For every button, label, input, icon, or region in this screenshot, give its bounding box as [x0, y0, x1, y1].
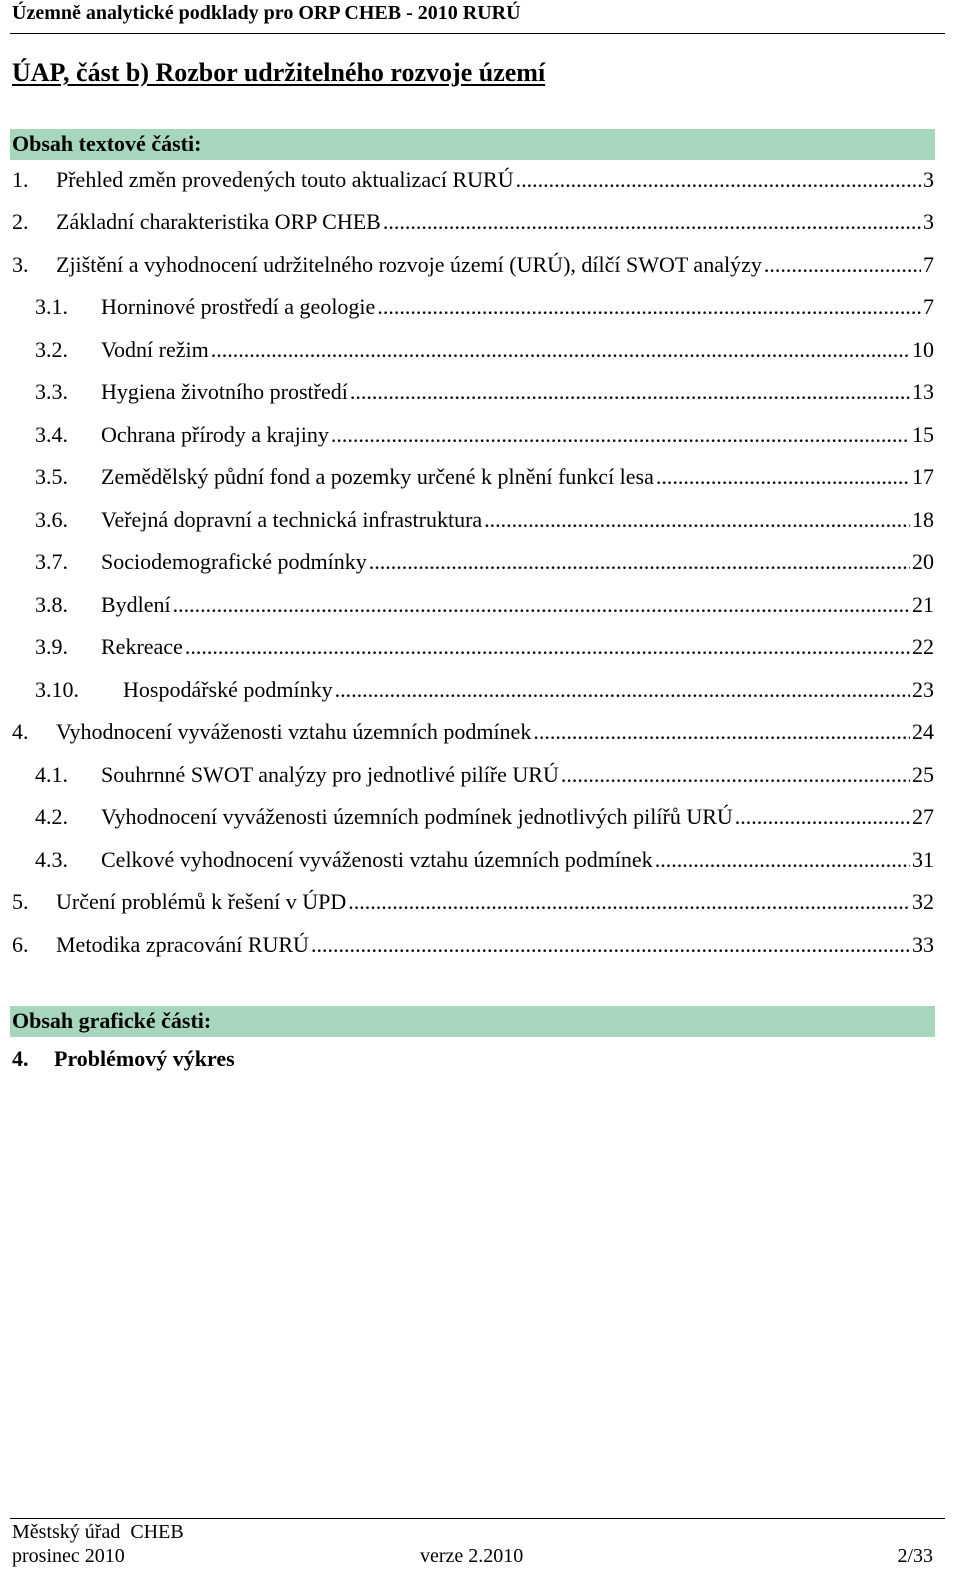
toc-entry[interactable] — [35, 294, 934, 334]
toc-entry[interactable] — [35, 634, 934, 674]
toc-entry-title: Základní charakteristika ORP CHEB — [56, 209, 381, 234]
toc-entry-number: 3.10. — [35, 677, 79, 702]
toc-entry-title: Přehled změn provedených touto aktualizací RURÚ — [56, 167, 514, 192]
toc-entry-number: 4.2. — [35, 804, 68, 829]
toc-entry[interactable] — [12, 167, 934, 207]
toc-entry-title: Hygiena životního prostředí — [101, 379, 348, 404]
toc-entry[interactable] — [12, 889, 934, 929]
toc-entry-title: Určení problémů k řešení v ÚPD — [56, 889, 347, 914]
toc-entry-title: Vyhodnocení vyváženosti územních podmínek jednotlivých pilířů URÚ — [101, 804, 733, 829]
toc-entry[interactable] — [12, 209, 934, 249]
toc-entry-number: 3.3. — [35, 379, 68, 404]
toc-entry-page: 24 — [912, 719, 934, 744]
document-title: ÚAP, část b) Rozbor udržitelného rozvoje území — [12, 58, 546, 87]
toc-entry-number: 1. — [12, 167, 29, 192]
toc-entry[interactable] — [35, 847, 934, 887]
toc-entry-page: 7 — [923, 252, 934, 277]
toc-entry-number: 5. — [12, 889, 29, 914]
toc-dot-leader — [516, 167, 921, 193]
text-contents-heading-bar — [10, 129, 935, 160]
toc-entry-title: Hospodářské podmínky — [123, 677, 333, 702]
toc-dot-leader — [484, 507, 910, 533]
header-divider — [10, 33, 945, 34]
toc-entry-page: 27 — [912, 804, 934, 829]
toc-entry[interactable] — [12, 719, 934, 759]
toc-entry[interactable] — [35, 762, 934, 802]
toc-entry[interactable] — [12, 252, 934, 292]
toc-entry-page: 17 — [912, 464, 934, 489]
toc-entry-title: Vodní režim — [101, 337, 209, 362]
running-header-title: Územně analytické podklady pro ORP CHEB - 2010 RURÚ — [12, 2, 521, 24]
toc-entry-page: 15 — [912, 422, 934, 447]
toc-entry-page: 10 — [912, 337, 934, 362]
toc-entry-page: 18 — [912, 507, 934, 532]
toc-dot-leader — [377, 294, 921, 320]
toc-dot-leader — [383, 209, 921, 235]
footer-divider — [10, 1518, 945, 1519]
toc-entry[interactable] — [35, 422, 934, 462]
toc-entry-page: 7 — [923, 294, 934, 319]
toc-entry[interactable] — [35, 549, 934, 589]
toc-entry-page: 3 — [923, 167, 934, 192]
toc-entry-page: 22 — [912, 634, 934, 659]
toc-entry-page: 31 — [912, 847, 934, 872]
toc-dot-leader — [211, 337, 910, 363]
toc-dot-leader — [561, 762, 910, 788]
toc-entry-number: 3.8. — [35, 592, 68, 617]
toc-entry-number: 4.3. — [35, 847, 68, 872]
toc-entry-page: 25 — [912, 762, 934, 787]
toc-entry-number: 3.6. — [35, 507, 68, 532]
toc-entry-page: 20 — [912, 549, 934, 574]
toc-entry-page: 23 — [912, 677, 934, 702]
graphic-contents-heading-bar — [10, 1006, 935, 1037]
toc-entry-page: 3 — [923, 209, 934, 234]
toc-dot-leader — [331, 422, 910, 448]
toc-entry-number: 3.2. — [35, 337, 68, 362]
graphic-contents-heading: Obsah grafické části: — [12, 1008, 212, 1033]
toc-entry-number: 3.7. — [35, 549, 68, 574]
toc-entry-title: Rekreace — [101, 634, 183, 659]
toc-entry-title: Metodika zpracování RURÚ — [56, 932, 309, 957]
toc-entry-page: 13 — [912, 379, 934, 404]
toc-dot-leader — [656, 464, 910, 490]
toc-entry[interactable] — [12, 932, 934, 972]
toc-entry-number: 3.5. — [35, 464, 68, 489]
toc-dot-leader — [735, 804, 910, 830]
toc-entry-page: 33 — [912, 932, 934, 957]
toc-dot-leader — [185, 634, 910, 660]
toc-entry-number: 3.4. — [35, 422, 68, 447]
toc-entry-title: Horninové prostředí a geologie — [101, 294, 376, 319]
footer-date: prosinec 2010 — [12, 1545, 125, 1567]
toc-entry-title: Veřejná dopravní a technická infrastruktura — [101, 507, 483, 532]
toc-dot-leader — [335, 677, 910, 703]
toc-entry-number: 2. — [12, 209, 29, 234]
toc-entry-title: Bydlení — [101, 592, 171, 617]
toc-dot-leader — [350, 379, 910, 405]
toc-entry-title: Zemědělský půdní fond a pozemky určené k plnění funkcí lesa — [101, 464, 654, 489]
toc-entry-number: 4.1. — [35, 762, 68, 787]
footer-version: verze 2.2010 — [420, 1545, 524, 1567]
footer-page-number: 2/33 — [897, 1545, 933, 1567]
graphic-entry-title: Problémový výkres — [54, 1046, 235, 1071]
toc-entry[interactable] — [35, 804, 934, 844]
toc-dot-leader — [764, 252, 921, 278]
toc-dot-leader — [369, 549, 910, 575]
footer-office: Městský úřad CHEB — [12, 1521, 184, 1543]
toc-entry-title: Ochrana přírody a krajiny — [101, 422, 329, 447]
toc-dot-leader — [311, 932, 910, 958]
toc-entry-title: Vyhodnocení vyváženosti vztahu územních podmínek — [56, 719, 532, 744]
text-contents-heading: Obsah textové části: — [12, 131, 202, 156]
toc-entry[interactable] — [35, 677, 934, 717]
toc-entry-number: 3. — [12, 252, 29, 277]
graphic-entry[interactable] — [12, 1046, 235, 1072]
toc-dot-leader — [655, 847, 910, 873]
toc-entry-number: 3.9. — [35, 634, 68, 659]
toc-entry[interactable] — [35, 337, 934, 377]
toc-entry-number: 3.1. — [35, 294, 68, 319]
toc-entry-title: Zjištění a vyhodnocení udržitelného rozvoje území (URÚ), dílčí SWOT analýzy — [56, 252, 762, 277]
toc-entry[interactable] — [35, 464, 934, 504]
toc-entry-title: Celkové vyhodnocení vyváženosti vztahu územních podmínek — [101, 847, 653, 872]
toc-entry-number: 6. — [12, 932, 29, 957]
graphic-entry-number: 4. — [12, 1046, 29, 1071]
toc-dot-leader — [173, 592, 910, 618]
toc-dot-leader — [533, 719, 910, 745]
toc-entry-title: Sociodemografické podmínky — [101, 549, 367, 574]
toc-entry[interactable] — [35, 379, 934, 419]
toc-entry-number: 4. — [12, 719, 29, 744]
toc-entry-page: 32 — [912, 889, 934, 914]
toc-entry[interactable] — [35, 507, 934, 547]
toc-entry[interactable] — [35, 592, 934, 632]
toc-entry-title: Souhrnné SWOT analýzy pro jednotlivé pilíře URÚ — [101, 762, 559, 787]
toc-entry-page: 21 — [912, 592, 934, 617]
toc-dot-leader — [348, 889, 910, 915]
